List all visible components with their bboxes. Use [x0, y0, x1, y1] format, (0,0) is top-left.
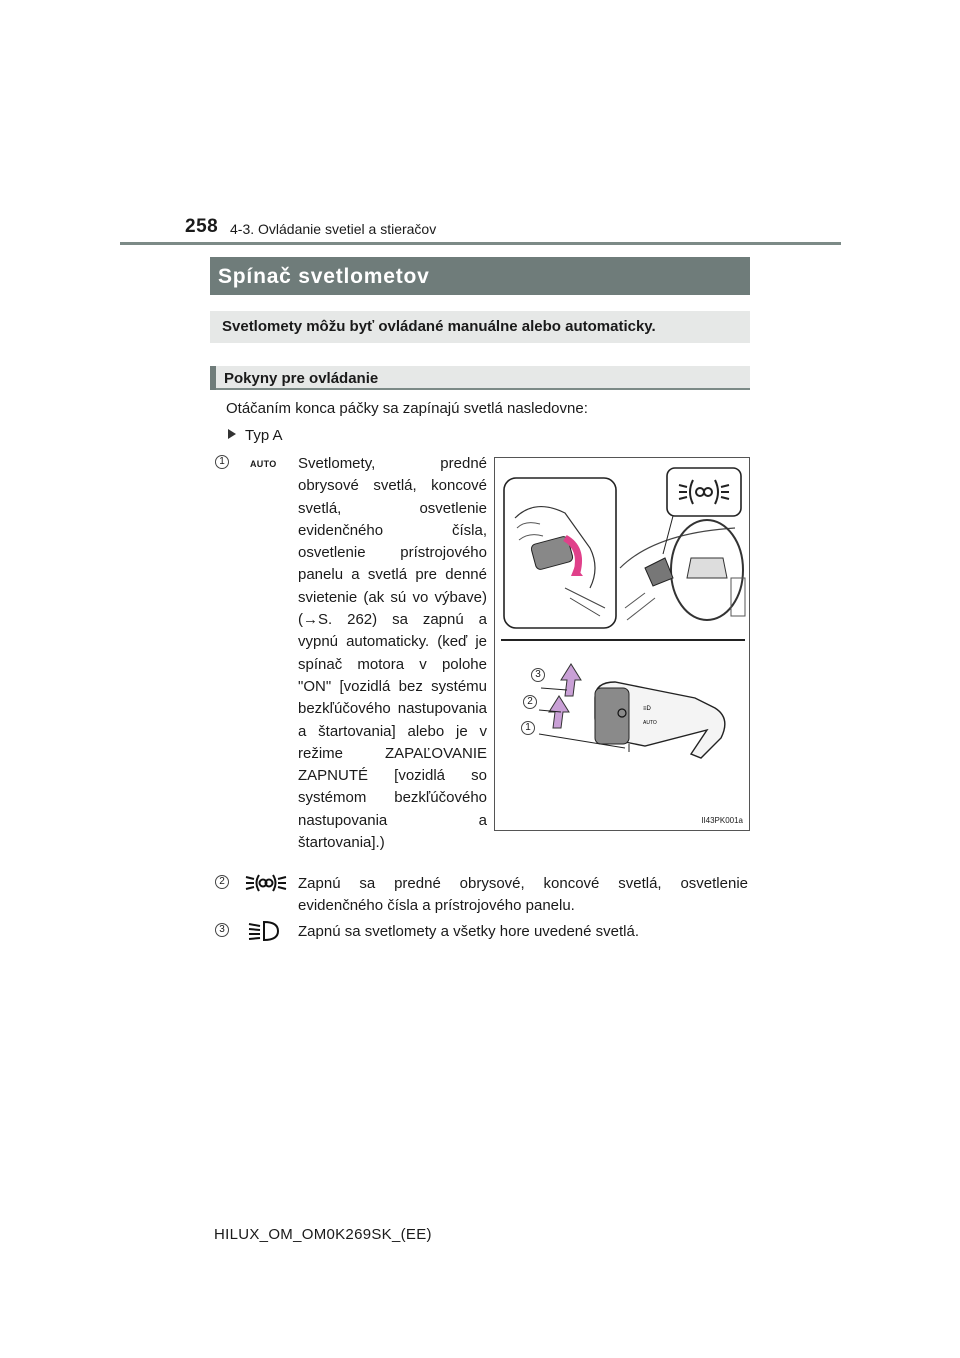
auto-icon: AUTO [250, 459, 277, 469]
subheading-accent [210, 366, 216, 390]
type-label [228, 427, 283, 444]
instruction-text: Otáčaním konca páčky sa zapínajú svetlá nasledovne: [226, 400, 588, 417]
header-rule [120, 242, 841, 245]
footer-code: HILUX_OM_OM0K269SK_(EE) [214, 1226, 432, 1243]
inset-pointer-line [663, 516, 673, 554]
item-2-text: Zapnú sa predné obrysové, koncové svetlá, osvetlenie evidenčného čísla a prístrojového panelu. [298, 875, 748, 914]
item-number-1: 1 [215, 455, 229, 469]
light-switch-figure [494, 457, 750, 831]
steering-hub [687, 558, 727, 578]
item-number-3: 3 [215, 923, 229, 937]
lever-label-auto: AUTO [643, 720, 657, 726]
type-label-text: Typ A [245, 427, 283, 444]
lever-on-column [645, 558, 673, 586]
page-title: Spínač svetlometov [210, 257, 750, 295]
tail-lamp-icon [244, 872, 288, 894]
item-number-2: 2 [215, 875, 229, 889]
figure-callout-3: 3 [531, 668, 545, 682]
lever-label-lamp: ≡D [643, 706, 651, 712]
figure-callout-2: 2 [523, 695, 537, 709]
figure-callout-1: 1 [521, 721, 535, 735]
section-header: 4-3. Ovládanie svetiel a stieračov [230, 221, 437, 237]
arrow-up-icon-3 [561, 664, 581, 696]
subheading-text: Pokyny pre ovládanie [224, 370, 379, 387]
triangle-bullet-icon [228, 429, 236, 439]
callout-line-3 [541, 688, 567, 690]
item-1-text: Svetlomety, predné obrysové svetlá, koncové svetlá, osvetlenie evidenčného čísla, osvetlenie prístrojového panelu a svetlá pre denné svietenie (ak sú vo výbave) (→S. 262) sa zapnú a vypnú automaticky. (keď je spínač motora v polohe "ON" [vozidlá bez systému bezkľúčového nastupovania a štartovania] alebo je v režime ZAPAĽOVANIE ZAPNUTÉ [vozidlá so systémom bezkľúčového nastupovania a štartovania].) [298, 455, 487, 852]
figure-code: II43PK001a [701, 816, 743, 825]
figure-illustration [495, 458, 751, 832]
subheading [210, 366, 750, 390]
headlamp-icon [246, 920, 282, 942]
dashboard-detail [625, 593, 655, 620]
item-3-text: Zapnú sa svetlomety a všetky hore uvedené svetlá. [298, 923, 640, 940]
intro-box: Svetlomety môžu byť ovládané manuálne alebo automaticky. [210, 311, 750, 343]
page-number: 258 [185, 216, 219, 237]
